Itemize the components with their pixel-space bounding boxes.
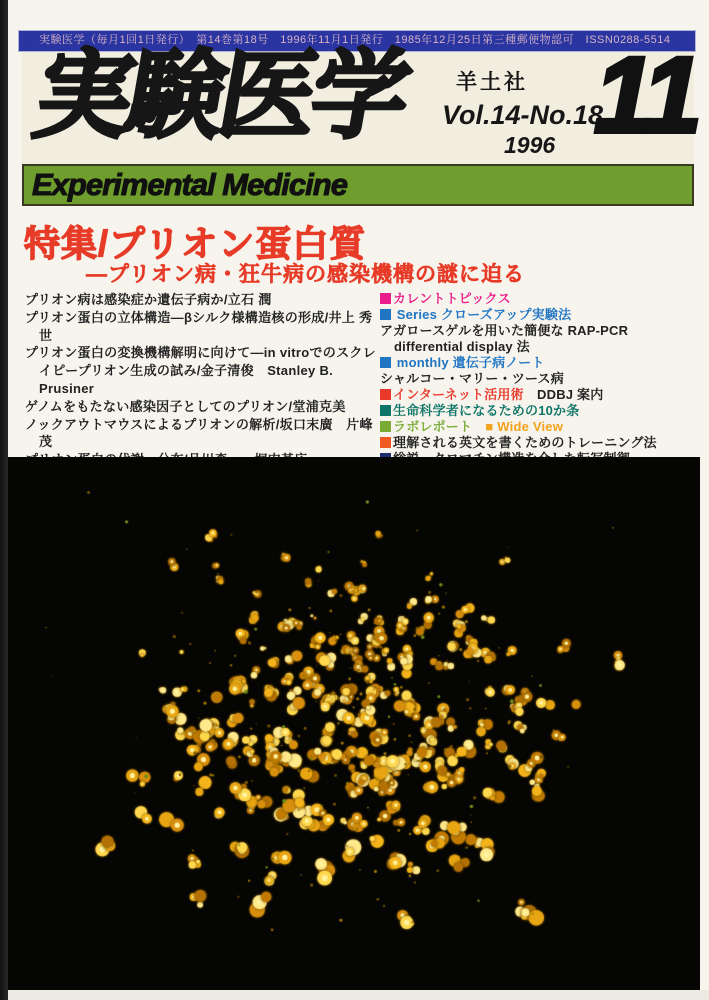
topic-bullet-square-icon	[380, 405, 391, 416]
issue-number: 11	[594, 34, 699, 155]
topic-item	[380, 291, 698, 307]
topic-text: monthly 遺伝子病ノート	[393, 355, 545, 370]
topic-text: 生命科学者になるための10か条	[393, 403, 580, 418]
article-item: プリオン蛋白の立体構造—βシルク様構造核の形成/井上 秀世	[25, 309, 373, 343]
cover-photo-fluorescence-micrograph	[8, 457, 700, 990]
topics-list	[380, 291, 698, 467]
topic-item	[380, 307, 698, 323]
feature-title: 特集/プリオン蛋白質	[24, 223, 367, 264]
topic-bullet-square-icon	[380, 421, 391, 432]
topic-bullet-square-icon	[380, 293, 391, 304]
topic-text: インターネット活用術	[393, 387, 524, 402]
topic-item	[380, 387, 698, 403]
magazine-title: 実験医学	[26, 41, 414, 150]
topic-item	[380, 355, 698, 371]
year-label: 1996	[504, 132, 556, 158]
topic-bullet-square-icon	[380, 357, 391, 368]
topic-bullet-square-icon	[380, 309, 391, 320]
topic-text: カレントトピックス	[393, 291, 511, 306]
topic-text: シャルコー・マリー・ツース病	[380, 371, 564, 386]
article-item: ノックアウトマウスによるプリオンの解析/坂口末廣 片峰 茂	[25, 416, 373, 450]
topic-text: 理解される英文を書くためのトレーニング法	[393, 435, 657, 450]
bottom-margin	[8, 990, 709, 1000]
topic-bullet-square-icon	[380, 437, 391, 448]
article-item: プリオン病は感染症か遺伝子病か/立石 潤	[25, 292, 272, 307]
volume-number: Vol.14-No.18	[442, 100, 604, 130]
english-title: Experimental Medicine	[32, 167, 347, 202]
topic-text: Series クローズアップ実験法	[393, 307, 572, 322]
feature-subtitle: —プリオン病・狂牛病の感染機構の謎に迫る	[86, 263, 525, 286]
topic-text: アガロースゲルを用いた簡便な RAP-PCR differential display 法	[380, 323, 629, 354]
topic-text: DDBJ 案内	[523, 387, 604, 402]
topic-item	[380, 419, 698, 435]
topic-text: ■	[485, 419, 494, 434]
topic-text: Wide View	[493, 419, 564, 434]
publisher-name: 羊土社	[456, 71, 528, 94]
topic-item	[380, 371, 698, 387]
topic-text: ラボレポート	[393, 419, 473, 434]
topic-text	[472, 419, 485, 434]
article-item: プリオン蛋白の変換機構解明に向けて—in vitroでのスクレイピープリオン生成の試み/金子清俊 Stanley B. Prusiner	[25, 345, 376, 396]
topic-item	[380, 435, 698, 451]
topic-item	[380, 323, 698, 355]
topic-item	[380, 403, 698, 419]
scan-spine-edge	[0, 0, 8, 1000]
fluorescence-specks-image	[8, 457, 700, 990]
english-title-band	[22, 164, 694, 206]
topic-bullet-square-icon	[380, 389, 391, 400]
article-item: ゲノムをもたない感染因子としてのプリオン/堂浦克美	[25, 398, 346, 414]
postal-banner-text: 実験医学（毎月1回1日発行） 第14巻第18号 1996年11月1日発行 1985年12月25日第三種郵便物認可 ISSN0288-5514	[39, 34, 671, 46]
